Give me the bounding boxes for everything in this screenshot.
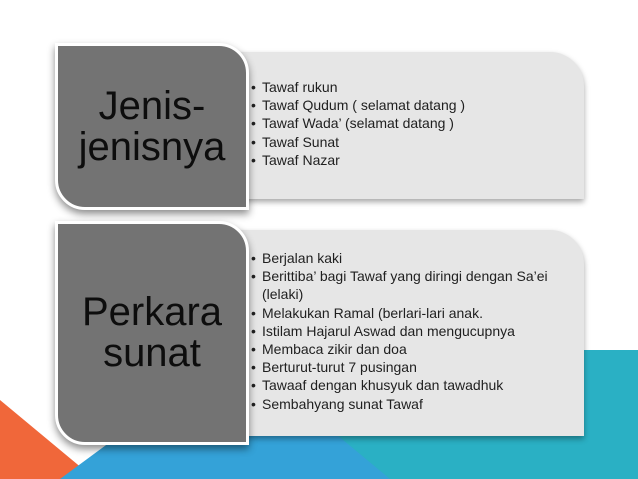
list-item: • Tawaf Qudum ( selamat datang ) <box>251 97 466 114</box>
list-item: • Tawaf Sunat <box>251 133 340 150</box>
list-types <box>251 78 571 169</box>
list-item: • Tawaf Wada’ (selamat datang ) <box>251 115 454 132</box>
label-line-1: Perkara <box>81 290 223 335</box>
list-item: • Tawaf Nazar <box>251 151 340 168</box>
list-item: • Sembahyang sunat Tawaf <box>251 395 423 412</box>
label-text-sunat <box>82 292 222 374</box>
label-line-2: jenisnya <box>78 124 226 169</box>
label-line-2: sunat <box>103 331 201 375</box>
list-sunat <box>251 249 566 413</box>
list-item: • Berjalan kaki <box>251 250 343 266</box>
label-box-types <box>55 43 249 210</box>
list-item: • Melakukan Ramal (berlari-lari anak. <box>251 304 483 321</box>
label-text-types <box>78 83 226 169</box>
label-line-1: Jenis- <box>98 83 206 128</box>
label-box-sunat <box>55 221 249 445</box>
list-item: • Berittiba’ bagi Tawaf yang diringi dengan Sa’ei (lelaki) <box>251 268 548 303</box>
list-item: • Membaca zikir dan doa <box>251 341 407 358</box>
list-item: • Istilam Hajarul Aswad dan mengucupnya <box>251 322 515 339</box>
list-item: • Berturut-turut 7 pusingan <box>251 359 417 376</box>
list-item: • Tawaaf dengan khusyuk dan tawadhuk <box>251 377 504 394</box>
list-item: • Tawaf rukun <box>251 79 338 95</box>
